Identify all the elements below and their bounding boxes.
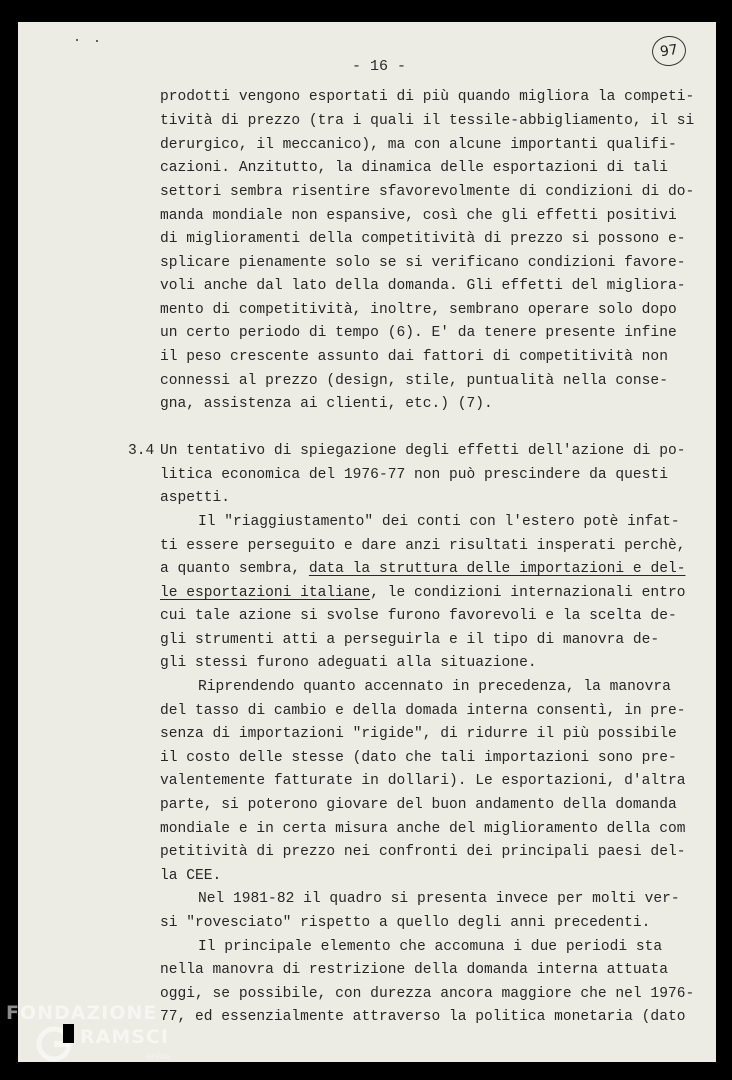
text-line: valentemente fatturate in dollari). Le esportazioni, d'altra [160, 773, 686, 789]
text-line: 77, ed essenzialmente attraverso la politica monetaria (dato [160, 1009, 686, 1025]
text-line: aspetti. [160, 490, 231, 506]
page-number: - 16 - [352, 58, 407, 75]
text-line: Un tentativo di spiegazione degli effetti dell'azione di po- [160, 443, 686, 459]
text-line: mondiale e in certa misura anche del miglioramento della com [160, 821, 686, 837]
underlined-phrase: data la struttura delle importazioni e del- [308, 561, 686, 577]
watermark-line1: FONDAZIONE [6, 1002, 158, 1024]
text-line: parte, si poterono giovare del buon andamento della domanda [160, 797, 677, 813]
watermark-line2: RAMSCI [80, 1026, 169, 1048]
section-number: 3.4 [128, 443, 155, 459]
archive-number: 97 [659, 41, 679, 61]
text-line: litica economica del 1976-77 non può prescindere da questi [160, 467, 668, 483]
text-line: il peso crescente assunto dai fattori di competitività non [160, 349, 668, 365]
text-line: settori sembra risentire sfavorevolmente di condizioni di do- [160, 184, 695, 200]
text-line: Il "riaggiustamento" dei conti con l'estero potè infat- [198, 514, 680, 530]
text-line: ti essere perseguito e dare anzi risultati insperati perchè, [160, 538, 686, 554]
watermark-suffix: onlus [146, 1052, 171, 1062]
underlined-phrase: le esportazioni italiane [160, 585, 371, 601]
text-line: splicare pienamente solo se si verificano condizioni favore- [160, 255, 686, 271]
text-line: gli stessi furono adeguati alla situazione. [160, 655, 537, 671]
text-line: cui tale azione si svolse furono favorevoli e la scelta de- [160, 608, 677, 624]
text-line: oggi, se possibile, con durezza ancora maggiore che nel 1976- [160, 986, 695, 1002]
text-line: derurgico, il meccanico), ma con alcune importanti qualifi- [160, 137, 677, 153]
text-line: gna, assistenza ai clienti, etc.) (7). [160, 396, 493, 412]
typed-text [18, 22, 716, 1062]
text-line: la CEE. [160, 868, 222, 884]
text-line: di miglioramenti della competitività di prezzo si possono e- [160, 231, 686, 247]
text-line: del tasso di cambio e della domada interna consentì, in pre- [160, 703, 686, 719]
text-line: un certo periodo di tempo (6). E' da tenere presente infine [160, 325, 677, 341]
text-line: petitività di prezzo nei confronti dei principali paesi del- [160, 844, 686, 860]
text-line: prodotti vengono esportati di più quando migliora la competi- [160, 89, 695, 105]
text-line: mento di competitività, inoltre, sembrano operare solo dopo [160, 302, 677, 318]
text-line: tività di prezzo (tra i quali il tessile-abbigliamento, il si [160, 113, 695, 129]
text-line: manda mondiale non espansive, così che gli effetti positivi [160, 208, 677, 224]
text-line: le esportazioni italiane, le condizioni internazionali entro [160, 585, 686, 601]
text-line: senza di importazioni "rigide", di ridurre il più possibile [160, 726, 677, 742]
text-line: si "rovesciato" rispetto a quello degli anni precedenti. [160, 915, 651, 931]
text-line: il costo delle stesse (dato che tali importazioni sono pre- [160, 750, 677, 766]
text-line: Il principale elemento che accomuna i due periodi sta [198, 939, 663, 955]
text-line: Nel 1981-82 il quadro si presenta invece per molti ver- [198, 891, 680, 907]
text-line: nella manovra di restrizione della domanda interna attuata [160, 962, 668, 978]
text-line: Riprendendo quanto accennato in precedenza, la manovra [198, 679, 671, 695]
text-line: gli strumenti atti a perseguirla e il tipo di manovra de- [160, 632, 660, 648]
fondazione-gramsci-watermark [6, 1002, 206, 1078]
text-line: voli anche dal lato della domanda. Gli effetti del migliora- [160, 278, 686, 294]
text-line: a quanto sembra, data la struttura delle importazioni e del- [160, 561, 686, 577]
gramsci-logo-icon [34, 1024, 74, 1064]
text-line: cazioni. Anzitutto, la dinamica delle esportazioni di tali [160, 160, 668, 176]
text-line: connessi al prezzo (design, stile, puntualità nella conse- [160, 373, 668, 389]
document-page [18, 22, 716, 1062]
